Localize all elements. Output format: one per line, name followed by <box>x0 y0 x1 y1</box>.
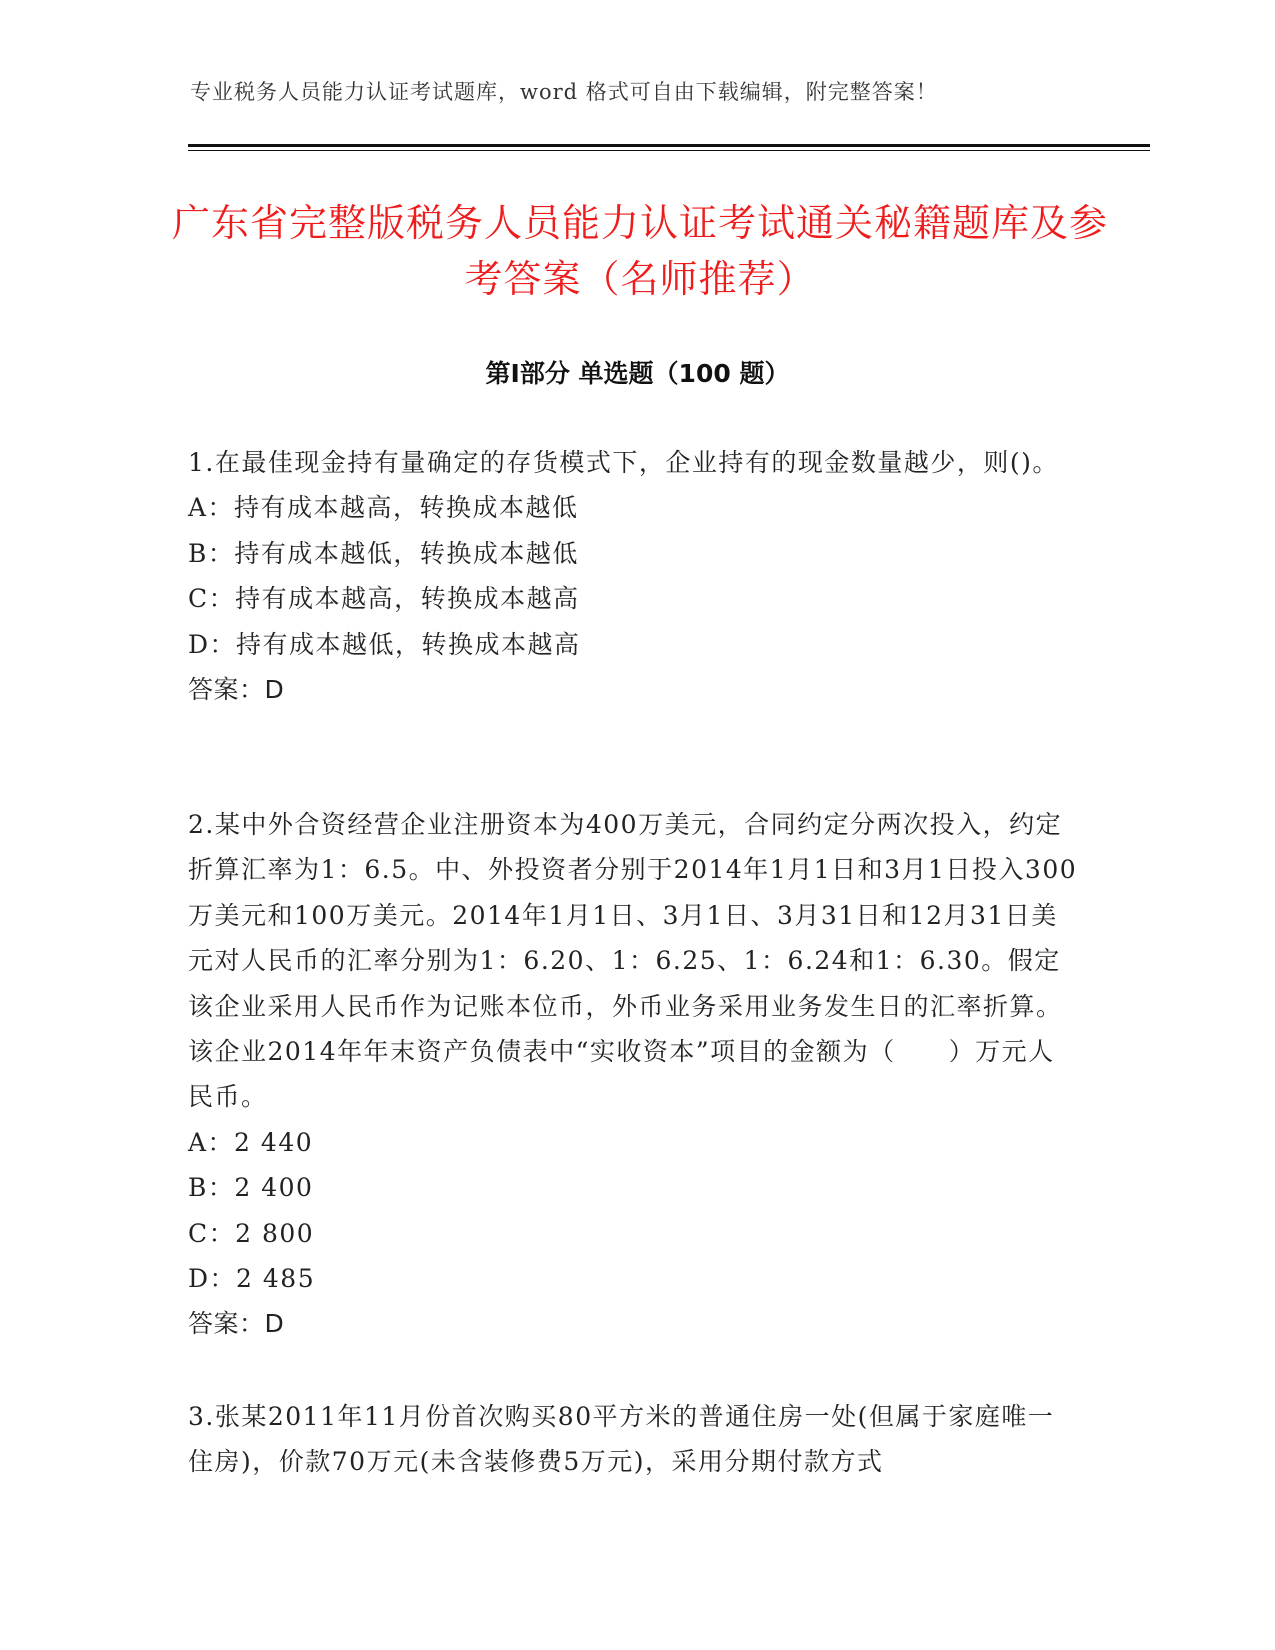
question-1 <box>188 440 1078 712</box>
question-stem: 3.张某2011年11月份首次购买80平方米的普通住房一处(但属于家庭唯一住房)，价款70万元(未含装修费5万元)，采用分期付款方式 <box>188 1402 1055 1477</box>
section-title: 第Ⅰ部分 单选题（100 题） <box>485 359 790 388</box>
option-b: B：2 400 <box>188 1173 314 1203</box>
header-note: 专业税务人员能力认证考试题库，word 格式可自由下载编辑，附完整答案！ <box>190 80 938 104</box>
question-stem: 2.某中外合资经营企业注册资本为400万美元，合同约定分两次投入，约定折算汇率为1：6.5。中、外投资者分别于2014年1月1日和3月1日投入300万美元和100万美元。2014年1月1日、3月1日、3月31日和12月31日美元对人民币的汇率分别为1：6.20、1：6.25、1：6.24和1：6.30。假定该企业采用人民币作为记账本位币，外币业务采用业务发生日的汇率折算。该企业2014年年末资产负债表中“实收资本”项目的金额为（ ）万元人民币。 <box>188 810 1078 1112</box>
option-c: C：2 800 <box>188 1218 315 1248</box>
option-a: A：持有成本越高，转换成本越低 <box>188 493 579 523</box>
question-stem: 1.在最佳现金持有量确定的存货模式下，企业持有的现金数量越少，则()。 <box>188 448 1059 477</box>
option-a: A：2 440 <box>188 1127 314 1157</box>
question-2 <box>188 802 1078 1347</box>
answer-line: 答案：D <box>188 675 285 705</box>
option-c: C：持有成本越高，转换成本越高 <box>188 584 580 614</box>
option-b: B：持有成本越低，转换成本越低 <box>188 538 579 568</box>
option-d: D：持有成本越低，转换成本越高 <box>188 629 581 659</box>
header-rule-thin <box>188 150 1150 151</box>
header-rule-thick <box>188 144 1150 147</box>
answer-line: 答案：D <box>188 1309 285 1339</box>
document-title: 广东省完整版税务人员能力认证考试通关秘籍题库及参考答案（名师推荐） <box>171 201 1108 301</box>
question-3 <box>188 1394 1078 1485</box>
option-d: D：2 485 <box>188 1264 316 1294</box>
